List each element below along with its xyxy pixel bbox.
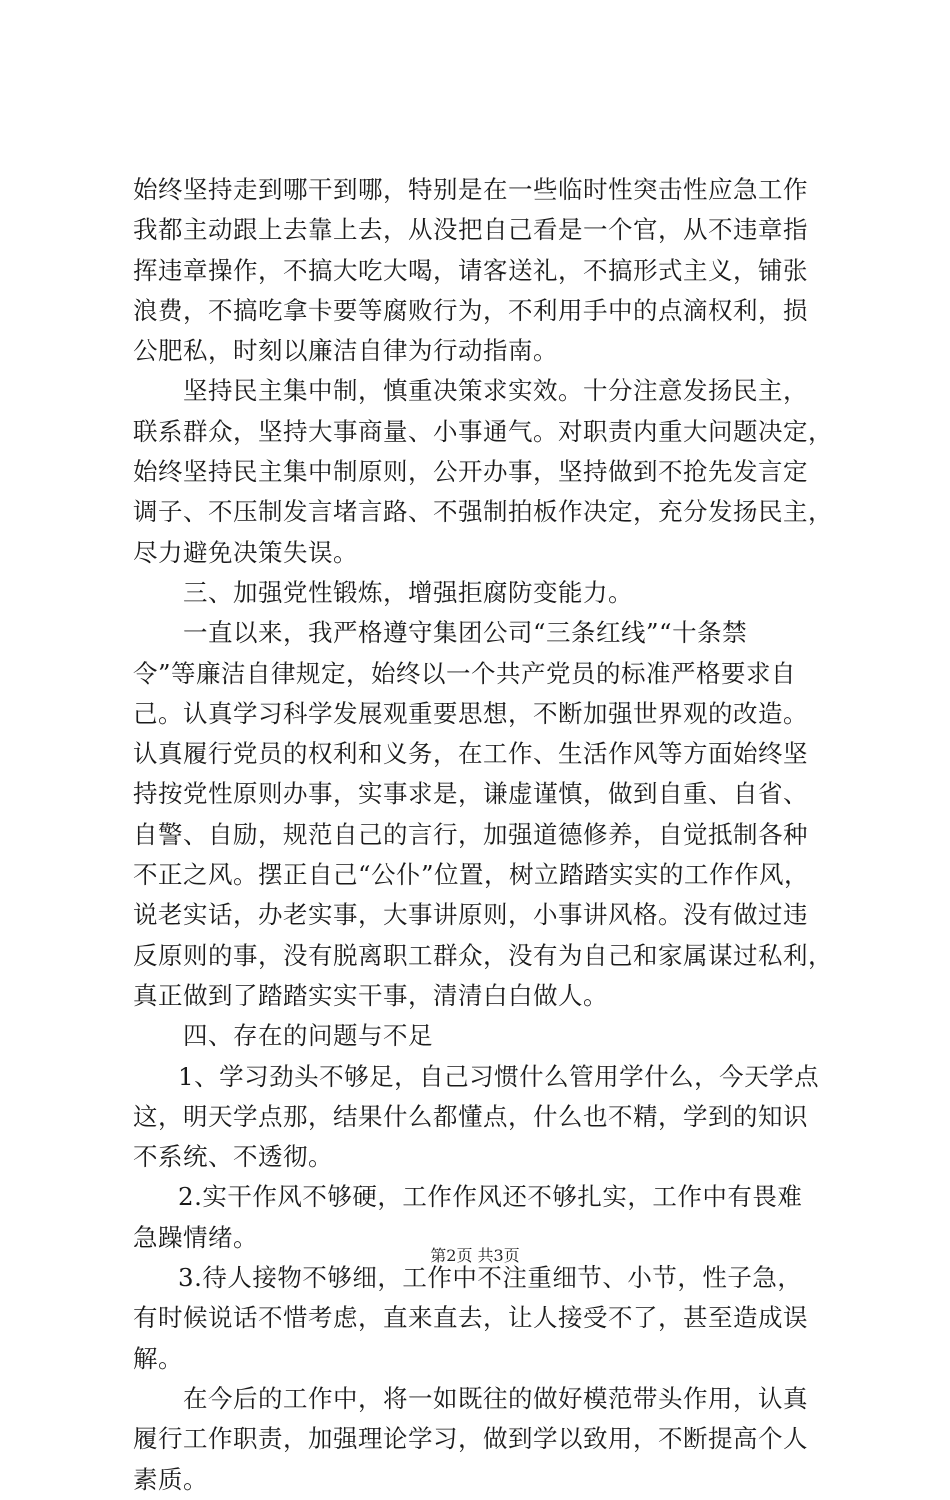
text-line: 自警、自励，规范自己的言行，加强道德修养，自觉抵制各种 [133, 819, 808, 849]
paragraph-start-line: 坚持民主集中制，慎重决策求实效。十分注意发扬民主， [183, 376, 808, 406]
document-body [133, 170, 833, 1500]
text-line: 挥违章操作，不搞大吃大喝，请客送礼，不搞形式主义，铺张 [133, 255, 808, 285]
text-line: 我都主动跟上去靠上去，从没把自己看是一个官，从不违章指 [133, 215, 808, 245]
list-item-line: 2.实干作风不够硬，工作作风还不够扎实，工作中有畏难 [178, 1182, 803, 1212]
text-line: 真正做到了踏踏实实干事，清清白白做人。 [133, 980, 608, 1010]
section-heading: 三、加强党性锻炼，增强拒腐防变能力。 [183, 577, 633, 607]
text-line: 始终坚持走到哪干到哪，特别是在一些临时性突击性应急工作 [133, 175, 808, 204]
text-line: 不正之风。摆正自己“公仆”位置，树立踏踏实实的工作作风， [133, 860, 810, 890]
text-line: 令”等廉洁自律规定，始终以一个共产党员的标准严格要求自 [133, 658, 797, 688]
text-line: 说老实话，办老实事，大事讲原则，小事讲风格。没有做过违 [133, 900, 808, 930]
text-line: 浪费，不搞吃拿卡要等腐败行为，不利用手中的点滴权利，损 [133, 295, 808, 325]
list-item-line: 3.待人接物不够细，工作中不注重细节、小节，性子急， [178, 1263, 803, 1293]
text-line: 这，明天学点那，结果什么都懂点，什么也不精，学到的知识 [133, 1101, 808, 1131]
list-item-line: 1、学习劲头不够足，自己习惯什么管用学什么，今天学点 [178, 1061, 820, 1091]
text-line: 调子、不压制发言堵言路、不强制拍板作决定，充分发扬民主， [133, 497, 833, 527]
paragraph-start-line: 一直以来，我严格遵守集团公司“三条红线”“十条禁 [183, 618, 748, 648]
text-line: 尽力避免决策失误。 [133, 537, 358, 567]
text-line: 己。认真学习科学发展观重要思想，不断加强世界观的改造。 [133, 698, 808, 728]
text-line: 联系群众，坚持大事商量、小事通气。对职责内重大问题决定， [133, 416, 833, 446]
text-line: 公肥私，时刻以廉洁自律为行动指南。 [133, 336, 558, 366]
section-heading: 四、存在的问题与不足 [183, 1021, 433, 1051]
text-line: 有时候说话不惜考虑，直来直去，让人接受不了，甚至造成误 [133, 1303, 808, 1333]
text-line: 履行工作职责，加强理论学习，做到学以致用，不断提高个人 [133, 1424, 808, 1454]
text-line: 认真履行党员的权利和义务，在工作、生活作风等方面始终坚 [133, 739, 808, 769]
text-line: 急躁情绪。 [133, 1222, 258, 1252]
text-line: 反原则的事，没有脱离职工群众，没有为自己和家属谋过私利， [133, 940, 833, 970]
text-line: 解。 [133, 1343, 183, 1373]
paragraph-start-line: 在今后的工作中，将一如既往的做好模范带头作用，认真 [183, 1383, 808, 1413]
text-line: 素质。 [133, 1464, 208, 1494]
text-line: 始终坚持民主集中制原则，公开办事，坚持做到不抢先发言定 [133, 457, 808, 487]
text-line: 持按党性原则办事，实事求是，谦虚谨慎，做到自重、自省、 [133, 779, 808, 809]
text-line: 不系统、不透彻。 [133, 1142, 333, 1172]
page-number-footer: 第2页 共3页 [430, 1246, 520, 1265]
